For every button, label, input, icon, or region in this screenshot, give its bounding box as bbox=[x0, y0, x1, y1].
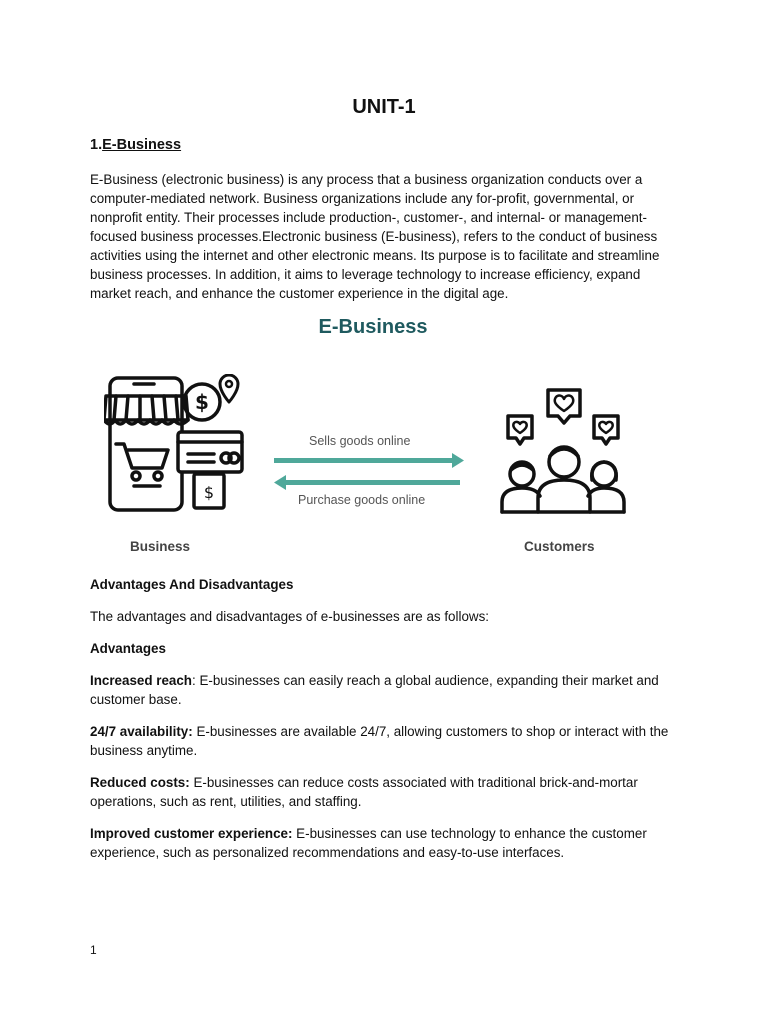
svg-text:$: $ bbox=[203, 483, 215, 502]
advantage-text: E-businesses can reduce costs associated with traditional brick-and-mortar operations, such as rent, utilities, and staffing. bbox=[90, 775, 638, 809]
advantage-term: Reduced costs: bbox=[90, 775, 190, 790]
unit-title: UNIT-1 bbox=[352, 96, 416, 118]
online-store-icon bbox=[104, 374, 244, 519]
customers-icon bbox=[500, 384, 626, 521]
advantage-term: 24/7 availability: bbox=[90, 724, 193, 739]
intro-paragraph: E-Business (electronic business) is any process that a business organization conducts over a computer-mediated network. Business organizations include any for-profit, governmental, or nonprofit entity. Their processes include production-, customer-, and internal- or management-focused business processes.Electronic business (E-business), refers to the conduct of business activities using the internet and other electronic means. Its purpose is to facilitate and streamline business processes. In addition, it aims to leverage technology to increase efficiency, expand market reach, and enhance the customer experience in the digital age. bbox=[90, 172, 660, 301]
adv-disadv-heading: Advantages And Disadvantages bbox=[90, 577, 294, 592]
advantage-item bbox=[90, 824, 682, 862]
advantages-section bbox=[90, 575, 682, 862]
arrow-bottom-label: Purchase goods online bbox=[298, 493, 426, 507]
customers-label: Customers bbox=[524, 539, 595, 554]
svg-text:$: $ bbox=[195, 390, 209, 414]
sell-arrow-icon bbox=[274, 453, 464, 468]
adv-disadv-intro: The advantages and disadvantages of e-businesses are as follows: bbox=[90, 609, 489, 624]
purchase-arrow-icon bbox=[274, 475, 460, 490]
advantage-term: Improved customer experience: bbox=[90, 826, 293, 841]
advantages-heading: Advantages bbox=[90, 641, 166, 656]
advantage-term: Increased reach bbox=[90, 673, 192, 688]
advantage-item bbox=[90, 722, 682, 760]
section-number: 1. bbox=[90, 137, 103, 153]
advantage-text: E-businesses can easily reach a global audience, expanding their market and customer base. bbox=[90, 673, 659, 707]
two-way-arrows bbox=[274, 452, 466, 492]
page-number: 1 bbox=[90, 943, 97, 957]
arrow-top-label: Sells goods online bbox=[309, 434, 411, 448]
advantage-item: Increased reach: E-businesses can easily reach a global audience, expanding their market and customer base. bbox=[90, 673, 659, 707]
section-heading bbox=[90, 137, 181, 153]
advantage-item bbox=[90, 773, 682, 811]
figure-title: E-Business bbox=[318, 316, 428, 338]
e-business-figure bbox=[90, 312, 682, 567]
business-label: Business bbox=[130, 539, 191, 554]
advantage-text: E-businesses are available 24/7, allowing customers to shop or interact with the business anytime. bbox=[90, 724, 669, 758]
advantage-text: E-businesses can use technology to enhance the customer experience, such as personalized recommendations and easy-to-use interfaces. bbox=[90, 826, 647, 860]
section-title: E-Business bbox=[102, 137, 182, 153]
